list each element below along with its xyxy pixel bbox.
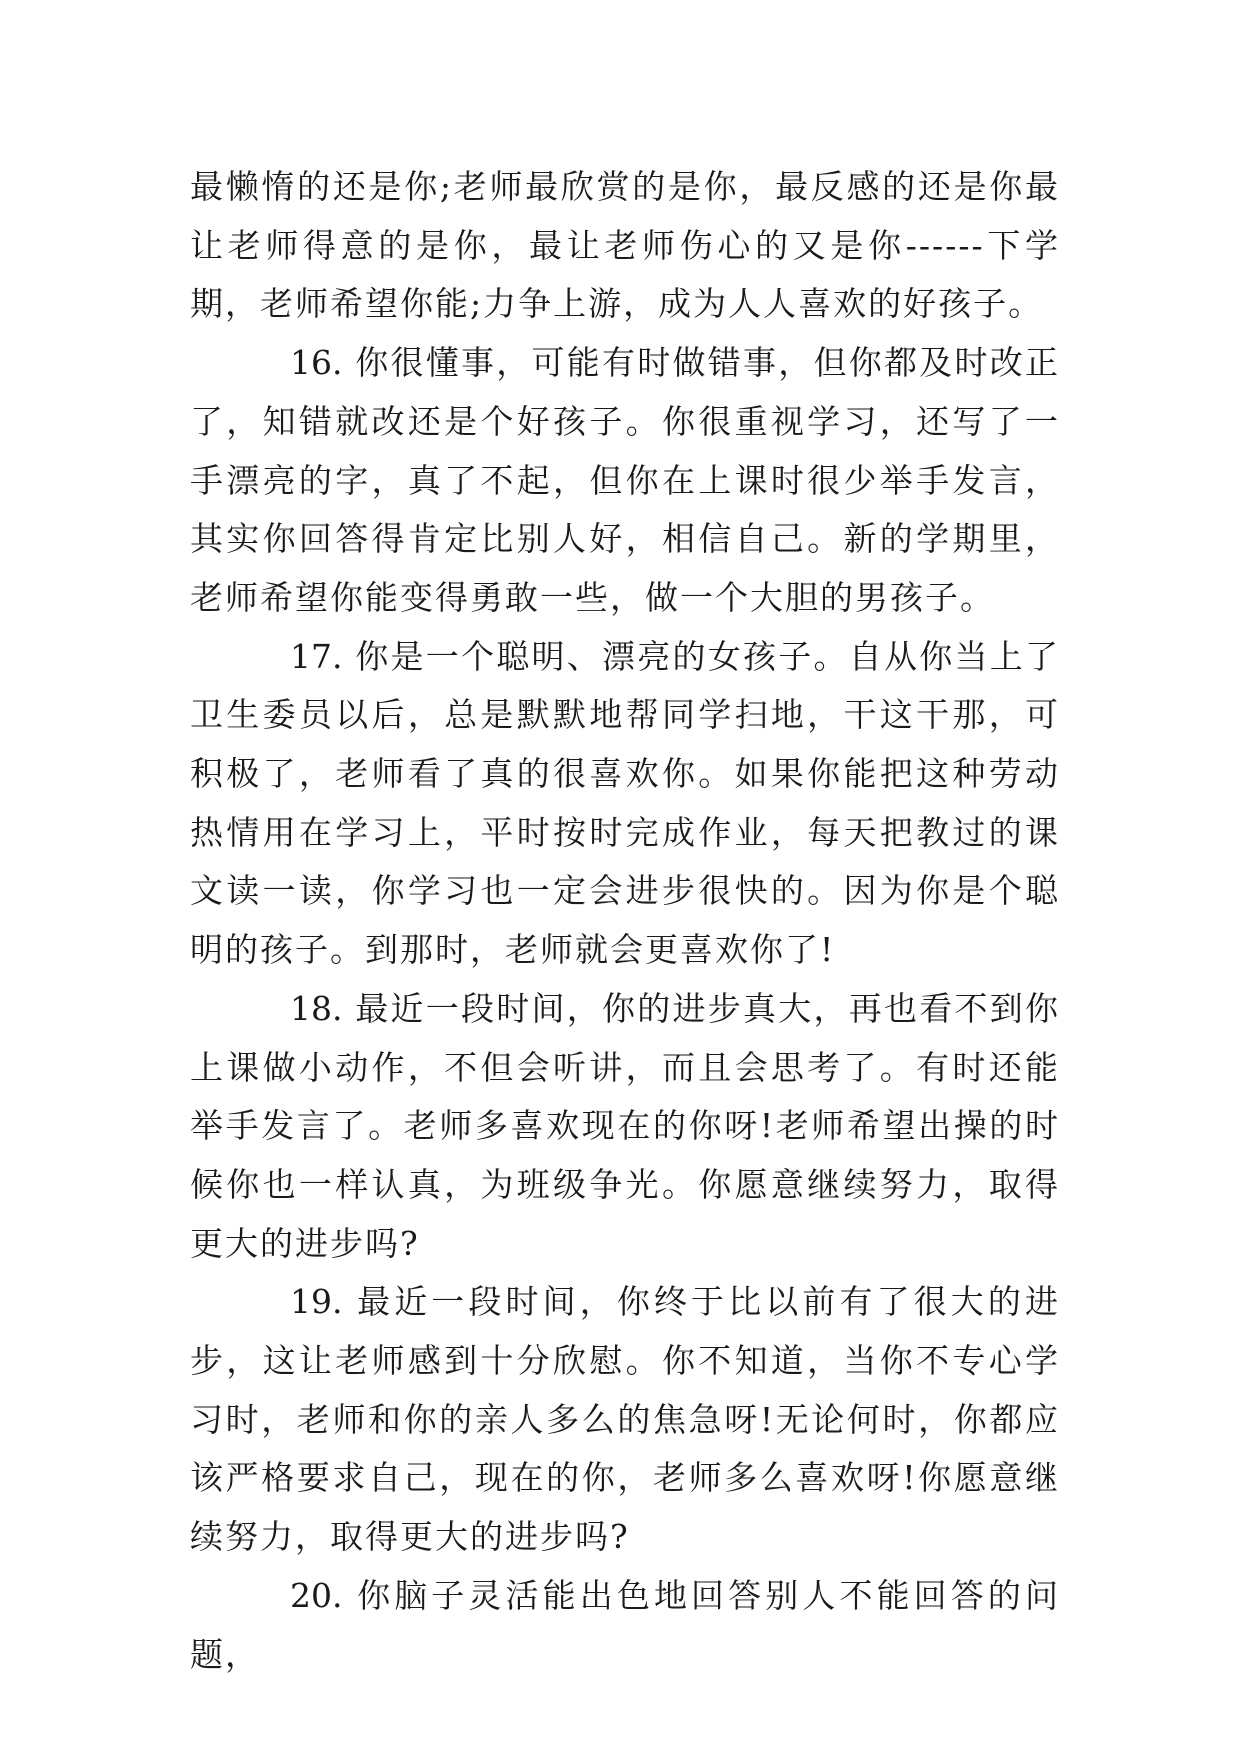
paragraph-text: 你脑子灵活能出色地回答别人不能回答的问题， (190, 1575, 1061, 1674)
paragraph-text: 你是一个聪明、漂亮的女孩子。自从你当上了卫生委员以后，总是默默地帮同学扫地，干这干那，可积极了，老师看了真的很喜欢你。如果你能把这种劳动热情用在学习上，平时按时完成作业，每天把教过的课文读一读，你学习也一定会进步很快的。因为你是个聪明的孩子。到那时，老师就会更喜欢你了! (190, 636, 1060, 970)
paragraph-text: 你很懂事，可能有时做错事，但你都及时改正了，知错就改还是个好孩子。你很重视学习，还写了一手漂亮的字，真了不起，但你在上课时很少举手发言，其实你回答得肯定比别人好，相信自己。新的学期里，老师希望你能变得勇敢一些，做一个大胆的男孩子。 (190, 343, 1060, 617)
paragraph-number: 20. (290, 1575, 343, 1615)
paragraph-number: 17. (290, 636, 343, 676)
document-body (190, 158, 1060, 1684)
paragraph-19 (190, 1273, 1060, 1567)
paragraph-number: 19. (290, 1282, 343, 1322)
paragraph-text: 最近一段时间，你的进步真大，再也看不到你上课做小动作，不但会听讲，而且会思考了。有时还能举手发言了。老师多喜欢现在的你呀!老师希望出操的时候你也一样认真，为班级争光。你愿意继续努力，取得更大的进步吗? (190, 988, 1060, 1263)
paragraph-20 (190, 1567, 1060, 1684)
paragraph-text: 最近一段时间，你终于比以前有了很大的进步，这让老师感到十分欣慰。你不知道，当你不专心学习时，老师和你的亲人多么的焦急呀!无论何时，你都应该严格要求自己，现在的你，老师多么喜欢呀!你愿意继续努力，取得更大的进步吗? (190, 1282, 1061, 1557)
paragraph-text: 最懒惰的还是你;老师最欣赏的是你，最反感的还是你最让老师得意的是你，最让老师伤心的又是你------下学期，老师希望你能;力争上游，成为人人喜欢的好孩子。 (190, 167, 1060, 324)
paragraph-number: 18. (290, 988, 343, 1028)
paragraph-continuation (190, 158, 1060, 334)
paragraph-18 (190, 980, 1060, 1274)
paragraph-number: 16. (290, 343, 343, 383)
paragraph-17 (190, 628, 1060, 980)
paragraph-16 (190, 334, 1060, 628)
